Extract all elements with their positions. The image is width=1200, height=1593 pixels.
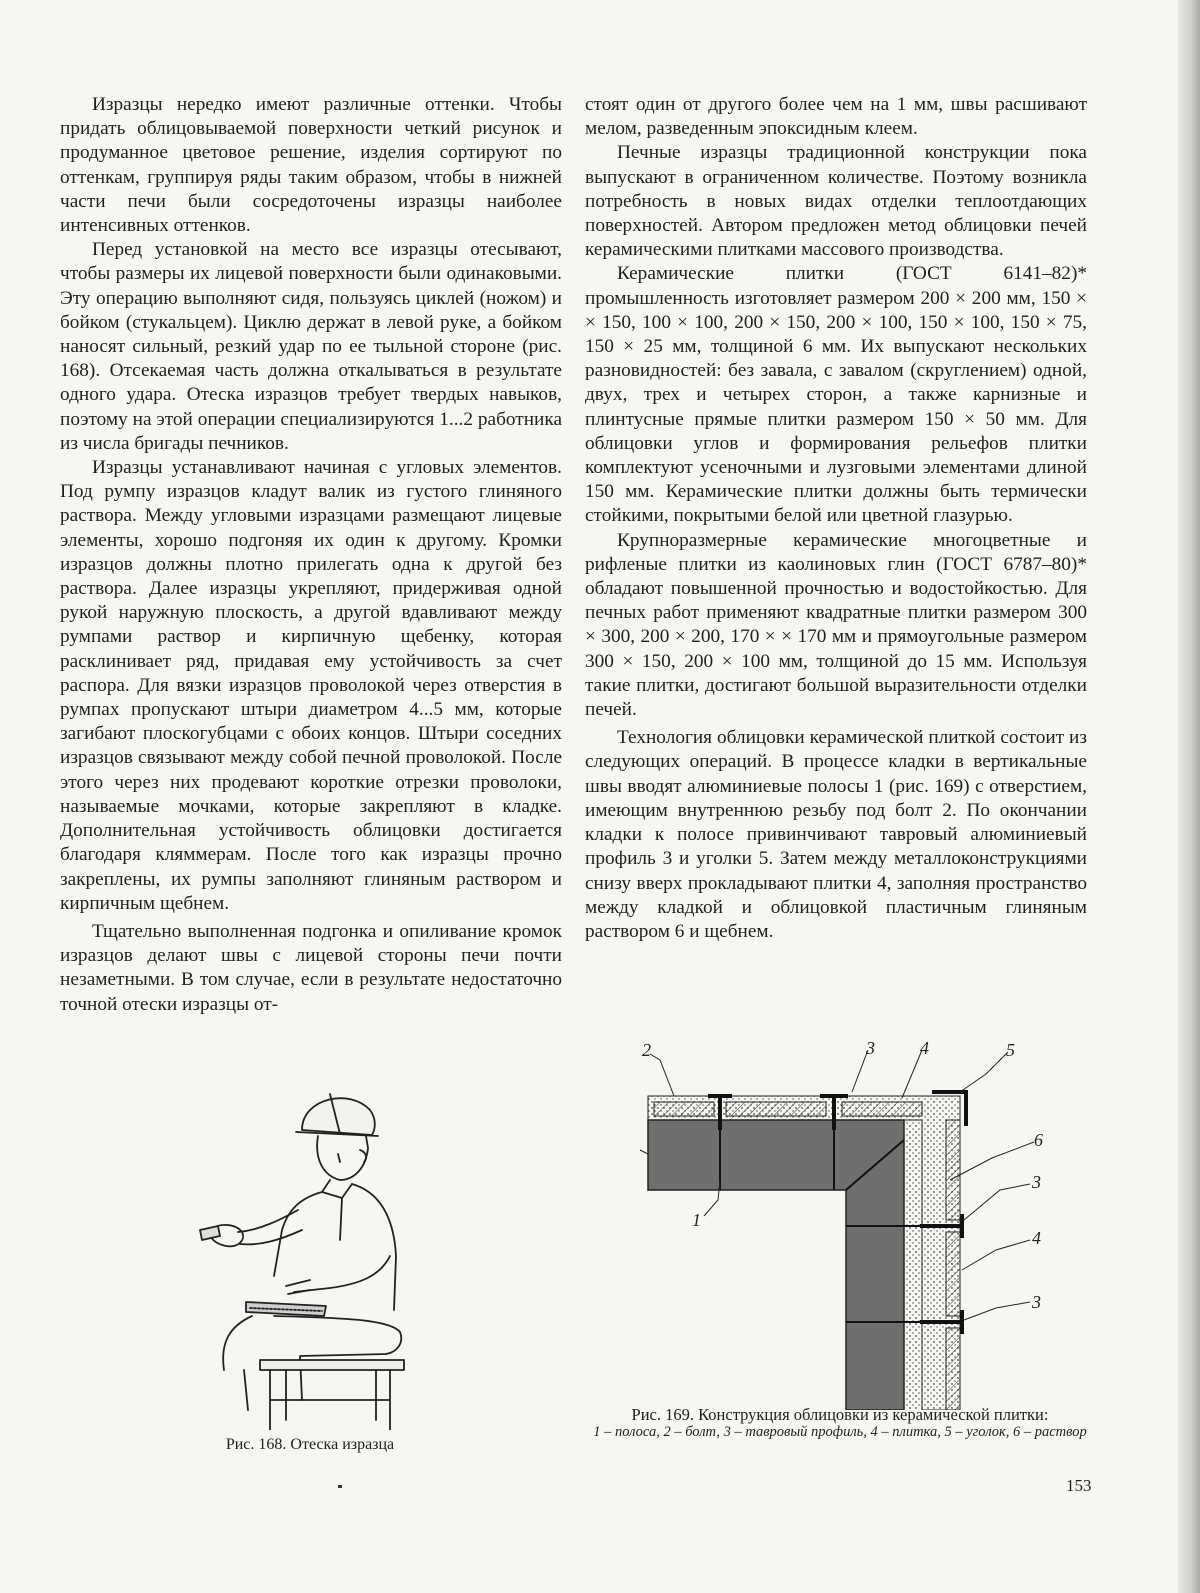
print-mark bbox=[338, 1485, 342, 1488]
paragraph-new-finishes: Печные изразцы традиционной конструкции пока выпускают в ограниченном количестве. Поэтому возникла потребность в новых видах отделки теплоотдающих поверхностей. Автором предложен метод облицовки печей керамическими плитками массового производства. bbox=[585, 142, 1087, 261]
label-4-right: 4 bbox=[1032, 1228, 1041, 1248]
label-2: 2 bbox=[642, 1040, 651, 1060]
figure-168-illustration bbox=[190, 1080, 440, 1430]
figure-169-diagram bbox=[620, 1040, 1080, 1410]
left-column bbox=[60, 93, 562, 1017]
figure-169-caption bbox=[585, 1405, 1095, 1441]
figure-169-legend: 1 – полоса, 2 – болт, 3 – тавровый профиль, 4 – плитка, 5 – уголок, 6 – раствор bbox=[593, 1424, 1087, 1440]
figure-168-caption: Рис. 168. Отеска изразца bbox=[225, 1436, 395, 1453]
label-5: 5 bbox=[1006, 1040, 1015, 1060]
paragraph-joints: Тщательно выполненная подгонка и опиливание кромок изразцов делают швы с лицевой стороны печи почти незаметными. В том случае, если в результате недостаточно точной отески изразцы от- bbox=[60, 920, 562, 1015]
label-3-top: 3 bbox=[866, 1040, 875, 1058]
label-6: 6 bbox=[1034, 1130, 1043, 1150]
paragraph-ceramic-tiles: Керамические плитки (ГОСТ 6141–82)* промышленность изготовляет размером 200 × 200 мм, 150 × × 150, 100 × 100, 200 × 150, 200 × 100, 150 × 100, 150 × 75, 150 × 25 мм, толщиной 6 мм. Их выпускают нескольких разновидностей: без завала, с завалом (скруглением) одной, двух, трех и четырех сторон, а также карнизные и плинтусные прямые плитки размером 150 × 50 мм. Для облицовки углов и формирования рельефов плитки комплектуют усеночными и лузговыми элементами длиной 150 мм. Керамические плитки должны быть термически стойкими, покрытыми белой или цветной глазурью. bbox=[585, 263, 1087, 527]
label-1: 1 bbox=[692, 1210, 701, 1230]
paragraph-technology: Технология облицовки керамической плиткой состоит из следующих операций. В процессе кладки в вертикальные швы вводят алюминиевые полосы 1 (рис. 169) с отверстием, имеющим внутреннюю резьбу под болт 2. По окончании кладки к полосе привинчивают тавровый алюминиевый профиль 3 и уголки 5. Затем между металлоконструкциями снизу вверх прокладывают плитки 4, заполняя пространство между кладкой и облицовкой пластичным глиняным раствором 6 и щебнем. bbox=[585, 727, 1087, 942]
page-edge bbox=[1178, 0, 1200, 1593]
label-3-mid: 3 bbox=[1032, 1172, 1041, 1192]
paragraph-large-tiles: Крупноразмерные керамические многоцветные и рифленые плитки из каолиновых глин (ГОСТ 6787–80)* обладают повышенной прочностью и водостойкостью. Для печных работ применяют квадратные плитки размером 300 × 300, 200 × 200, 170 × × 170 мм и прямоугольные размером 300 × 150, 200 × 100 мм, толщиной до 15 мм. Используя такие плитки, достигают большой выразительности отделки печей. bbox=[585, 529, 1087, 721]
page-number: 153 bbox=[1066, 1476, 1092, 1495]
label-3-bottom: 3 bbox=[1032, 1292, 1041, 1312]
paragraph-trimming: Перед установкой на место все изразцы отесывают, чтобы размеры их лицевой поверхности были одинаковыми. Эту операцию выполняют сидя, пользуясь циклей (ножом) и бойком (стукальцем). Циклю держат в левой руке, а бойком наносят сильный, резкий удар по ее тыльной стороне (рис. 168). Отсекаемая часть должна откалываться в результате одного удара. Отеска изразцов требует твердых навыков, поэтому на этой операции специализируются 1...2 работника из числа бригады печников. bbox=[60, 239, 562, 454]
paragraph-installation: Изразцы устанавливают начиная с угловых элементов. Под румпу изразцов кладут валик из густого глиняного раствора. Между угловыми изразцами размещают лицевые элементы, хорошо подгоняя их один к другому. Кромки изразцов должны плотно прилегать одна к другой без раствора. Далее изразцы укрепляют, придерживая одной рукой наружную плоскость, а другой вдавливают между румпами раствор и кирпичную щебенку, которая расклинивает ряд, придавая ему устойчивость за счет распора. Для вязки изразцов проволокой через отверстия в румпах пропускают штыри диаметром 4...5 мм, которые загибают плоскогубцами с обоих концов. Штыри соседних изразцов связывают между собой печной проволокой. После этого через них продевают короткие отрезки проволоки, называемые мочками, которые закрепляют в кладке. Дополнительная устойчивость облицовки достигается благодаря кляммерам. После того как изразцы прочно закреплены, их румпы заполняют глиняным раствором и кирпичным щебнем. bbox=[60, 457, 562, 914]
paragraph-joints-continued: стоят один от другого более чем на 1 мм, швы расшивают мелом, разведенным эпоксидным клеем. bbox=[585, 94, 1087, 140]
right-column bbox=[585, 93, 1087, 944]
figure-169-title: Рис. 169. Конструкция облицовки из керамической плитки: bbox=[631, 1405, 1049, 1424]
label-4-top: 4 bbox=[920, 1040, 929, 1058]
paragraph-tile-shades: Изразцы нередко имеют различные оттенки. Чтобы придать облицовываемой поверхности четкий рисунок и продуманное цветовое решение, изделия сортируют по оттенкам, группируя ряды таким образом, чтобы в нижней части печи были сосредоточены изразцы наиболее интенсивных оттенков. bbox=[60, 94, 562, 237]
